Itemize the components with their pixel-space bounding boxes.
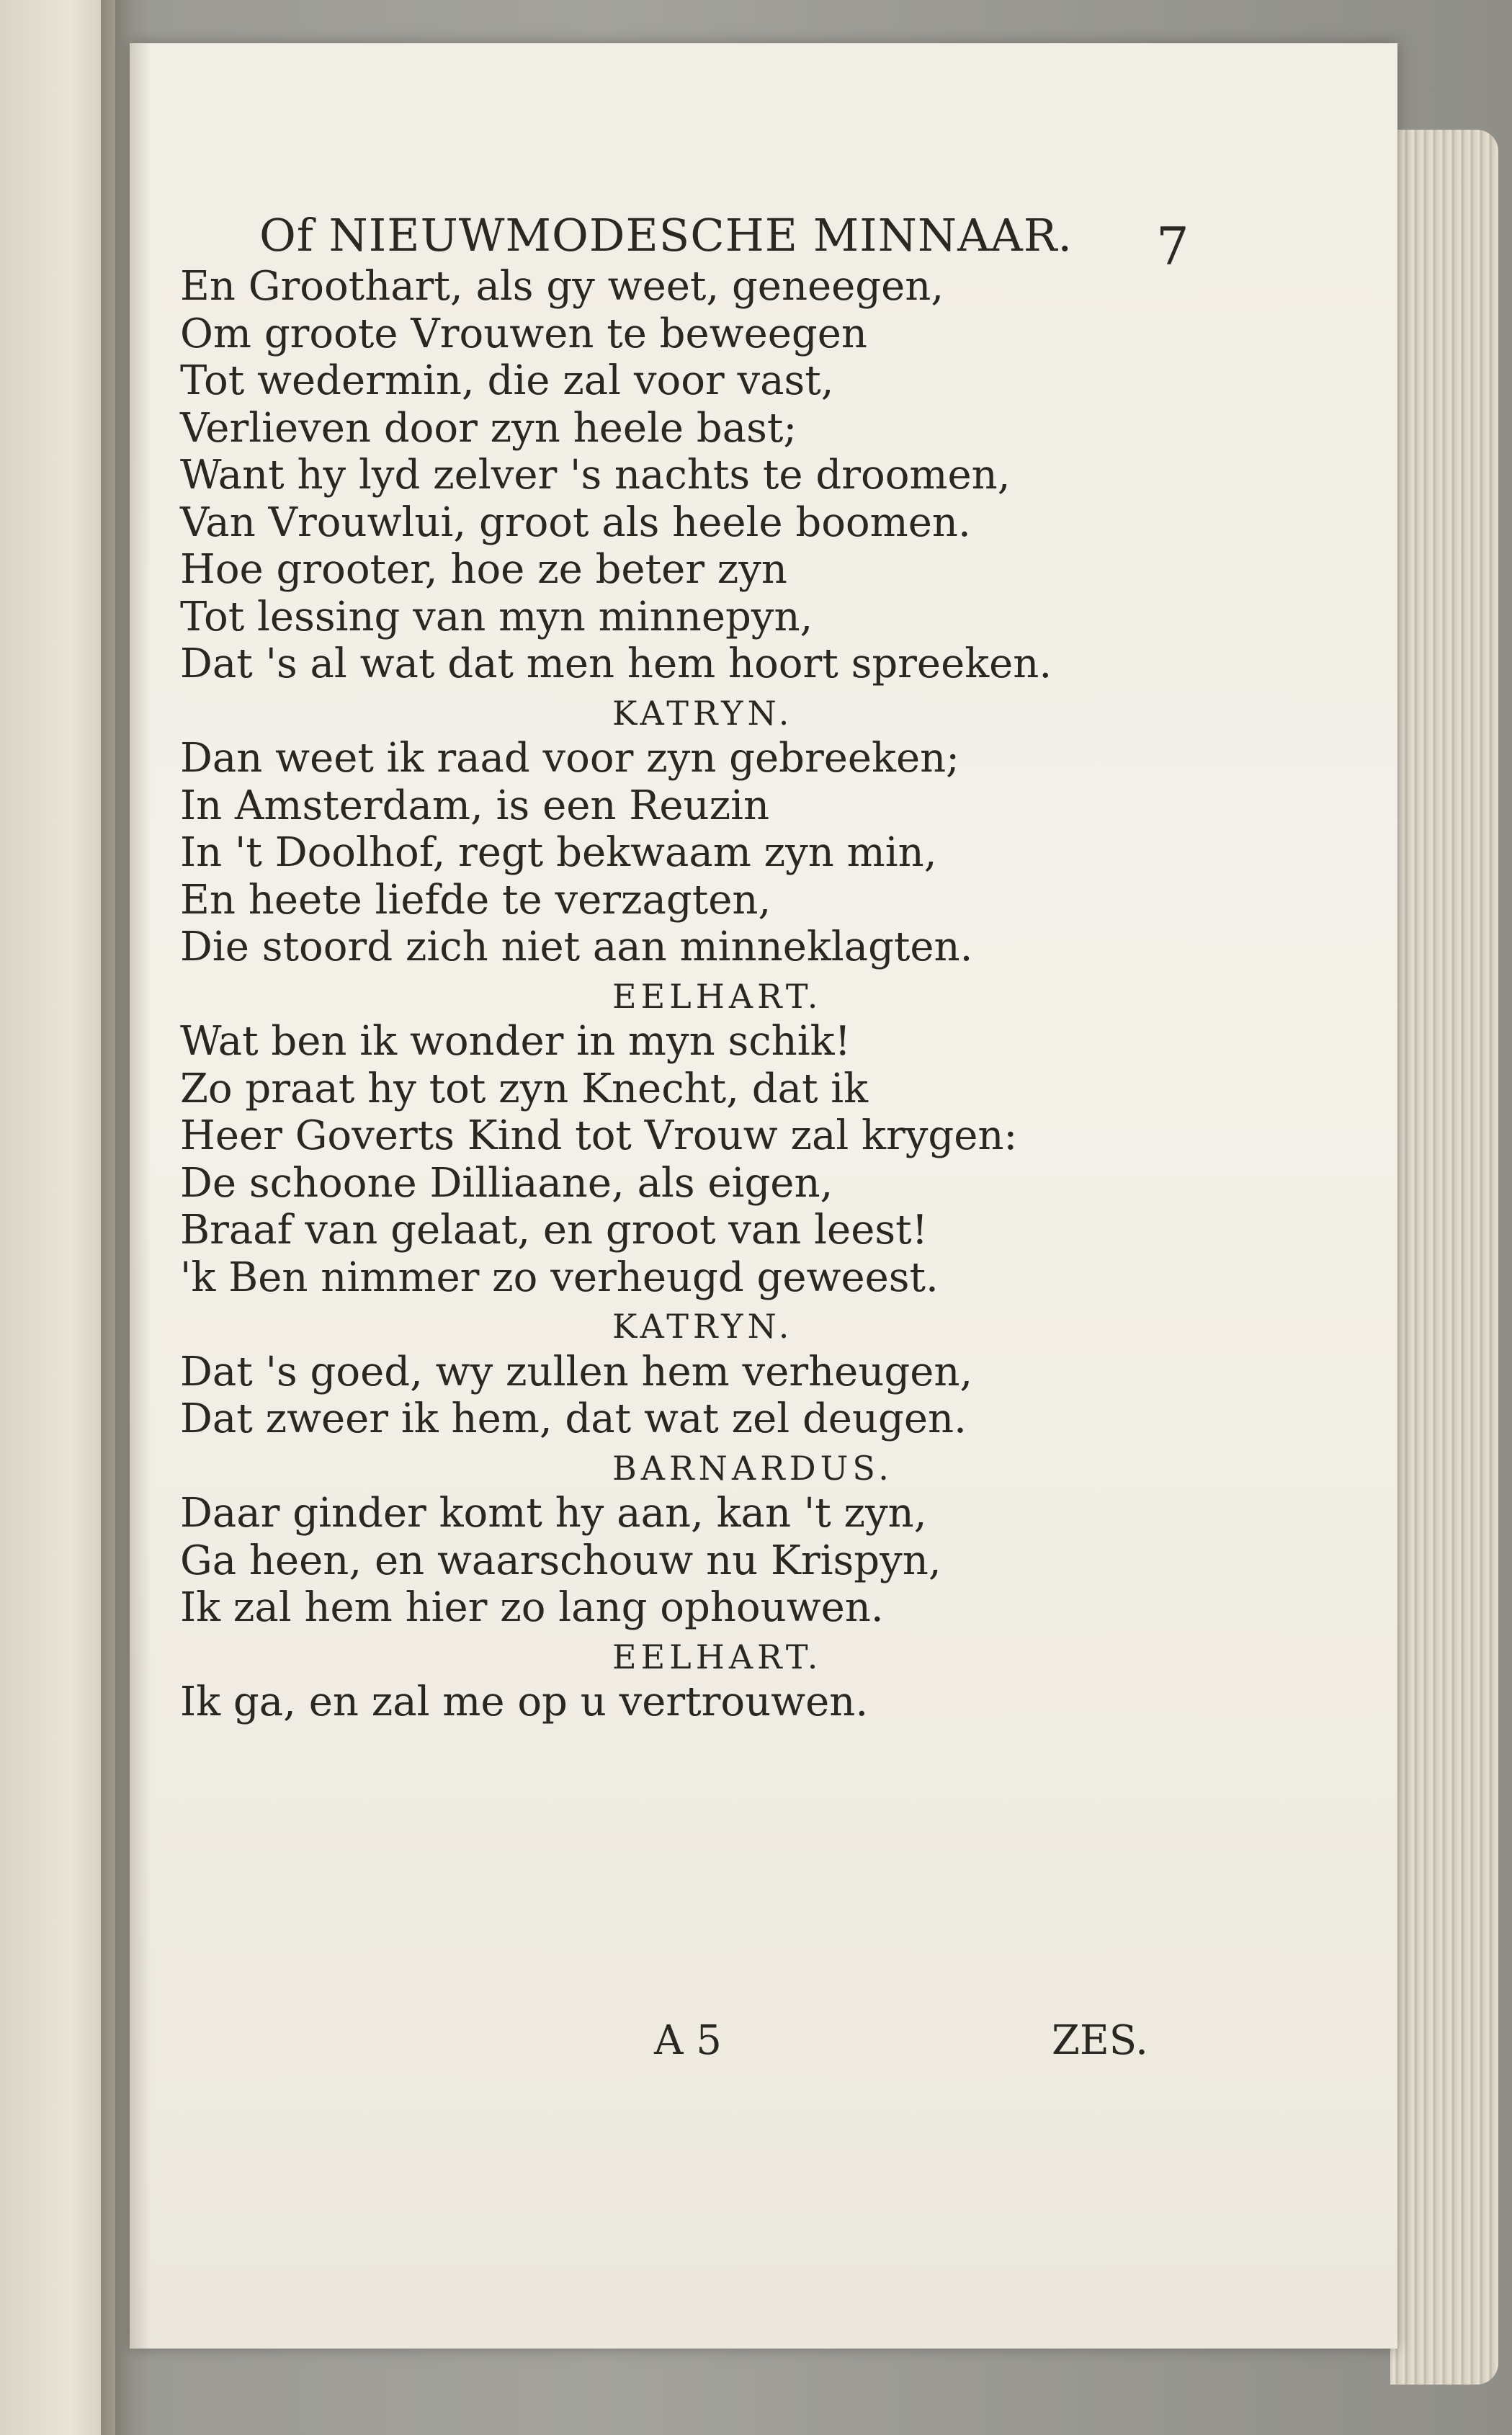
verse-line: Heer Goverts Kind tot Vrouw zal krygen:: [180, 1112, 1018, 1159]
verse-line: In 't Doolhof, regt bekwaam zyn min,: [180, 829, 937, 876]
verse-line: Tot wedermin, die zal voor vast,: [180, 357, 834, 404]
verse-line: Dat 's al wat dat men hem hoort spreeken.: [180, 640, 1052, 687]
verse-line: En heete liefde te verzagten,: [180, 876, 771, 924]
speaker-name: KATRYN.: [612, 693, 794, 733]
verse-line: Wat ben ik wonder in myn schik!: [180, 1018, 851, 1065]
verse-line: Tot lessing van myn minnepyn,: [180, 593, 813, 640]
verse-line: Want hy lyd zelver 's nachts te droomen,: [180, 452, 1011, 499]
verse-line: Dat zweer ik hem, dat wat zel deugen.: [180, 1395, 967, 1442]
verse-line: Verlieven door zyn heele bast;: [180, 404, 797, 452]
gutter-shadow: [101, 0, 151, 2435]
signature-mark: A 5: [654, 2017, 722, 2064]
verse-line: Ga heen, en waarschouw nu Krispyn,: [180, 1537, 941, 1584]
speaker-name: KATRYN.: [612, 1307, 794, 1346]
verse-line: Van Vrouwlui, groot als heele boomen.: [180, 499, 971, 546]
verse-line: De schoone Dilliaane, als eigen,: [180, 1159, 833, 1207]
verse-line: Hoe grooter, hoe ze beter zyn: [180, 546, 787, 593]
verse-line: In Amsterdam, is een Reuzin: [180, 782, 770, 829]
book-page: [130, 43, 1397, 2349]
verse-line: Dat 's goed, wy zullen hem verheugen,: [180, 1348, 973, 1395]
verse-line: En Groothart, als gy weet, geneegen,: [180, 263, 944, 310]
previous-page-edge: [0, 0, 115, 2435]
catchword: ZES.: [1052, 2017, 1148, 2064]
speaker-name: EELHART.: [612, 1637, 823, 1676]
verse-line: Ik zal hem hier zo lang ophouwen.: [180, 1584, 884, 1631]
page-stack-edges: [1390, 130, 1498, 2385]
speaker-name: BARNARDUS.: [612, 1448, 893, 1488]
verse-line: Om groote Vrouwen te beweegen: [180, 310, 867, 357]
verse-line: Dan weet ik raad voor zyn gebreeken;: [180, 735, 960, 782]
verse-line: Ik ga, en zal me op u vertrouwen.: [180, 1679, 869, 1725]
verse-line: Daar ginder komt hy aan, kan 't zyn,: [180, 1490, 927, 1537]
verse-line: Braaf van gelaat, en groot van leest!: [180, 1207, 929, 1254]
page-number: 7: [1156, 216, 1189, 277]
verse-line: Zo praat hy tot zyn Knecht, dat ik: [180, 1065, 869, 1112]
verse-line: 'k Ben nimmer zo verheugd geweest.: [180, 1254, 939, 1301]
running-head: Of NIEUWMODESCHE MINNAAR.: [259, 209, 1073, 262]
speaker-name: EELHART.: [612, 976, 823, 1016]
verse-line: Die stoord zich niet aan minneklagten.: [180, 924, 973, 970]
